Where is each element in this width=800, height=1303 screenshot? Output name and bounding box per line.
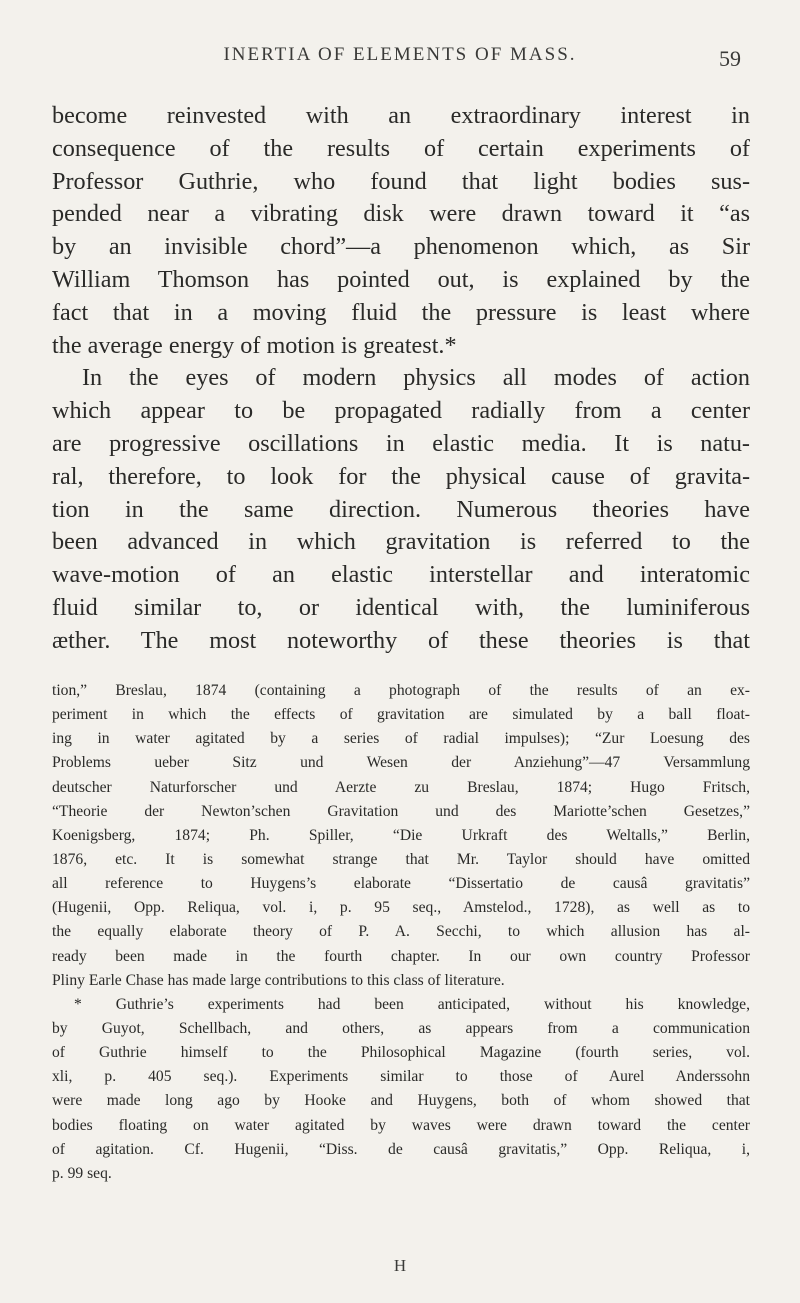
body-line: become reinvested with an extraordinary interest in [52,102,750,129]
page-number: 59 [719,46,741,71]
footnote-line: all reference to Huygens’s elaborate “Dissertatio de causâ gravitatis” [52,875,750,893]
footnote-line: ing in water agitated by a series of radial impulses); “Zur Loesung des [52,730,750,748]
footnote-line: Problems ueber Sitz und Wesen der Anziehung”—47 Versammlung [52,754,750,772]
footnote-line: bodies floating on water agitated by waves were drawn toward the center [52,1116,750,1134]
footnote-line: p. 99 seq. [52,1164,112,1182]
footnote-line: periment in which the effects of gravitation are simulated by a ball float- [52,706,750,724]
body-line: consequence of the results of certain experiments of [52,134,750,162]
footnote-line: 1876, etc. It is somewhat strange that Mr. Taylor should have omitted [52,850,750,868]
footnote-line: ready been made in the fourth chapter. In our own country Professor [52,947,750,965]
body-line: pended near a vibrating disk were drawn toward it “as [52,200,750,228]
body-text [52,100,750,658]
footnote-line: tion,” Breslau, 1874 (containing a photograph of the results of an ex- [52,682,750,699]
footnote-line: (Hugenii, Opp. Reliqua, vol. i, p. 95 seq., Amstelod., 1728), as well as to [52,899,750,917]
body-line: ral, therefore, to look for the physical cause of gravita- [52,462,750,490]
footnotes [52,679,750,1186]
footnote-line: deutscher Naturforscher und Aerzte zu Breslau, 1874; Hugo Fritsch, [52,778,750,796]
body-line: tion in the same direction. Numerous theories have [52,495,750,523]
footnote-line: “Theorie der Newton’schen Gravitation und des Mariotte’schen Gesetzes,” [52,802,750,820]
body-line: æther. The most noteworthy of these theories is that [52,626,750,654]
body-line: which appear to be propagated radially from a center [52,397,750,425]
body-line: by an invisible chord”—a phenomenon which, as Sir [52,233,750,261]
running-head: INERTIA OF ELEMENTS OF MASS. [223,44,577,65]
body-line: Professor Guthrie, who found that light bodies sus- [52,167,750,195]
body-line: wave-motion of an elastic interstellar and interatomic [52,561,750,589]
footnote-line: were made long ago by Hooke and Huygens, both of whom showed that [52,1092,750,1110]
footnote-line: * Guthrie’s experiments had been anticipated, without his knowledge, [74,995,750,1013]
body-line: been advanced in which gravitation is referred to the [52,528,750,556]
body-line: fact that in a moving fluid the pressure is least where [52,298,750,326]
footnote-line: the equally elaborate theory of P. A. Secchi, to which allusion has al- [52,923,750,941]
footnote-line: Koenigsberg, 1874; Ph. Spiller, “Die Urkraft des Weltalls,” Berlin, [52,826,750,844]
body-line: In the eyes of modern physics all modes of action [82,364,750,392]
body-line: are progressive oscillations in elastic media. It is natu- [52,429,750,457]
signature-mark: H [393,1256,407,1275]
body-line: William Thomson has pointed out, is explained by the [52,265,750,293]
footnote-line: Pliny Earle Chase has made large contributions to this class of literature. [52,971,505,989]
body-line: fluid similar to, or identical with, the luminiferous [52,593,750,621]
footnote-line: xli, p. 405 seq.). Experiments similar to those of Aurel Anderssohn [52,1068,750,1086]
footnote-line: of Guthrie himself to the Philosophical Magazine (fourth series, vol. [52,1044,750,1062]
footnote-line: of agitation. Cf. Hugenii, “Diss. de causâ gravitatis,” Opp. Reliqua, i, [52,1140,750,1158]
body-line: the average energy of motion is greatest.* [52,331,457,359]
footnote-line: by Guyot, Schellbach, and others, as appears from a communication [52,1019,750,1037]
